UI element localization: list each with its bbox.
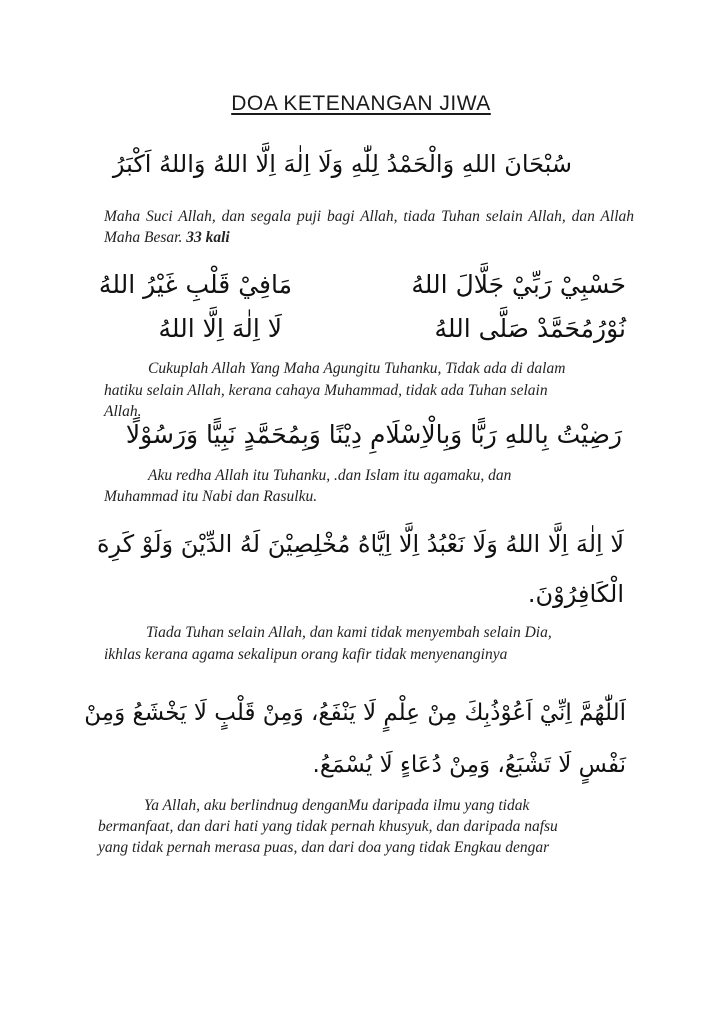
repeat-count: 33 kali bbox=[186, 229, 230, 246]
arabic-allahumma-line-1: اَللّٰهُمَّ اِنِّيْ اَعُوْذُبِكَ مِنْ عِلْمٍ لَا يَنْفَعُ، وَمِنْ قَلْبٍ لَا يَخْشَعُ وَمِنْ bbox=[84, 700, 626, 726]
translation-tasbih bbox=[104, 206, 634, 248]
arabic-allahumma-line-2: نَفْسٍ لَا تَشْبَعُ، وَمِنْ دُعَاءٍ لَا يُسْمَعُ. bbox=[312, 752, 626, 778]
translation-radhitu-line-1: Aku redha Allah itu Tuhanku, .dan Islam itu agamaku, dan bbox=[148, 467, 512, 484]
arabic-hasbi-left-1: مَافِيْ قَلْبِ غَيْرُ اللهُ bbox=[98, 270, 292, 299]
translation-la-ilaha-line-1: Tiada Tuhan selain Allah, dan kami tidak menyembah selain Dia, bbox=[146, 624, 552, 641]
page-title: DOA KETENANGAN JIWA bbox=[231, 92, 491, 115]
arabic-hasbi-right-2: نُوْرُمُحَمَّدْ صَلَّى اللهُ bbox=[434, 314, 626, 343]
translation-hasbi-line-1: Cukuplah Allah Yang Maha Agungitu Tuhanku, Tidak ada di dalam bbox=[148, 360, 566, 377]
arabic-tasbih: سُبْحَانَ اللهِ وَالْحَمْدُ لِلّٰهِ وَلَا اِلٰهَ اِلَّا اللهُ وَاللهُ اَكْبَرُ bbox=[112, 150, 572, 178]
translation-hasbi-line-2: hatiku selain Allah, kerana cahaya Muhammad, tidak ada Tuhan selain bbox=[104, 382, 548, 399]
arabic-la-ilaha-line-2: الْكَافِرُوْنَ. bbox=[527, 580, 624, 608]
translation-allahumma-line-3: yang tidak pernah merasa puas, dan dari doa yang tidak Engkau dengar bbox=[98, 839, 550, 856]
translation-allahumma-line-2: bermanfaat, dan dari hati yang tidak pernah khusyuk, dan daripada nafsu bbox=[98, 818, 558, 835]
arabic-hasbi-right-1: حَسْبِيْ رَبِّيْ جَلَّالَ اللهُ bbox=[411, 270, 626, 299]
translation-radhitu-line-2: Muhammad itu Nabi dan Rasulku. bbox=[104, 488, 318, 505]
translation-tasbih-text: Maha Suci Allah, dan segala puji bagi Allah, tiada Tuhan selain Allah, dan Allah Maha Besar. bbox=[104, 208, 634, 246]
arabic-la-ilaha-line-1: لَا اِلٰهَ اِلَّا اللهُ وَلَا نَعْبُدُ اِلَّا اِيَّاهُ مُخْلِصِيْنَ لَهُ الدِّيْنَ وَلَوْ كَرِهَ bbox=[96, 530, 624, 558]
translation-allahumma-line-1: Ya Allah, aku berlindnug denganMu daripada ilmu yang tidak bbox=[144, 797, 530, 814]
arabic-radhitu: رَضِيْتُ بِاللهِ رَبًّا وَبِالْاِسْلَامِ دِيْنًا وَبِمُحَمَّدٍ نَبِيًّا وَرَسُوْلًا bbox=[125, 420, 622, 449]
translation-la-ilaha-line-2: ikhlas kerana agama sekalipun orang kafir tidak menyenanginya bbox=[104, 646, 508, 663]
arabic-hasbi-left-2: لَا اِلٰهَ اِلَّا اللهُ bbox=[158, 314, 282, 343]
translation-hasbi-line-3: Allah. bbox=[104, 403, 142, 420]
